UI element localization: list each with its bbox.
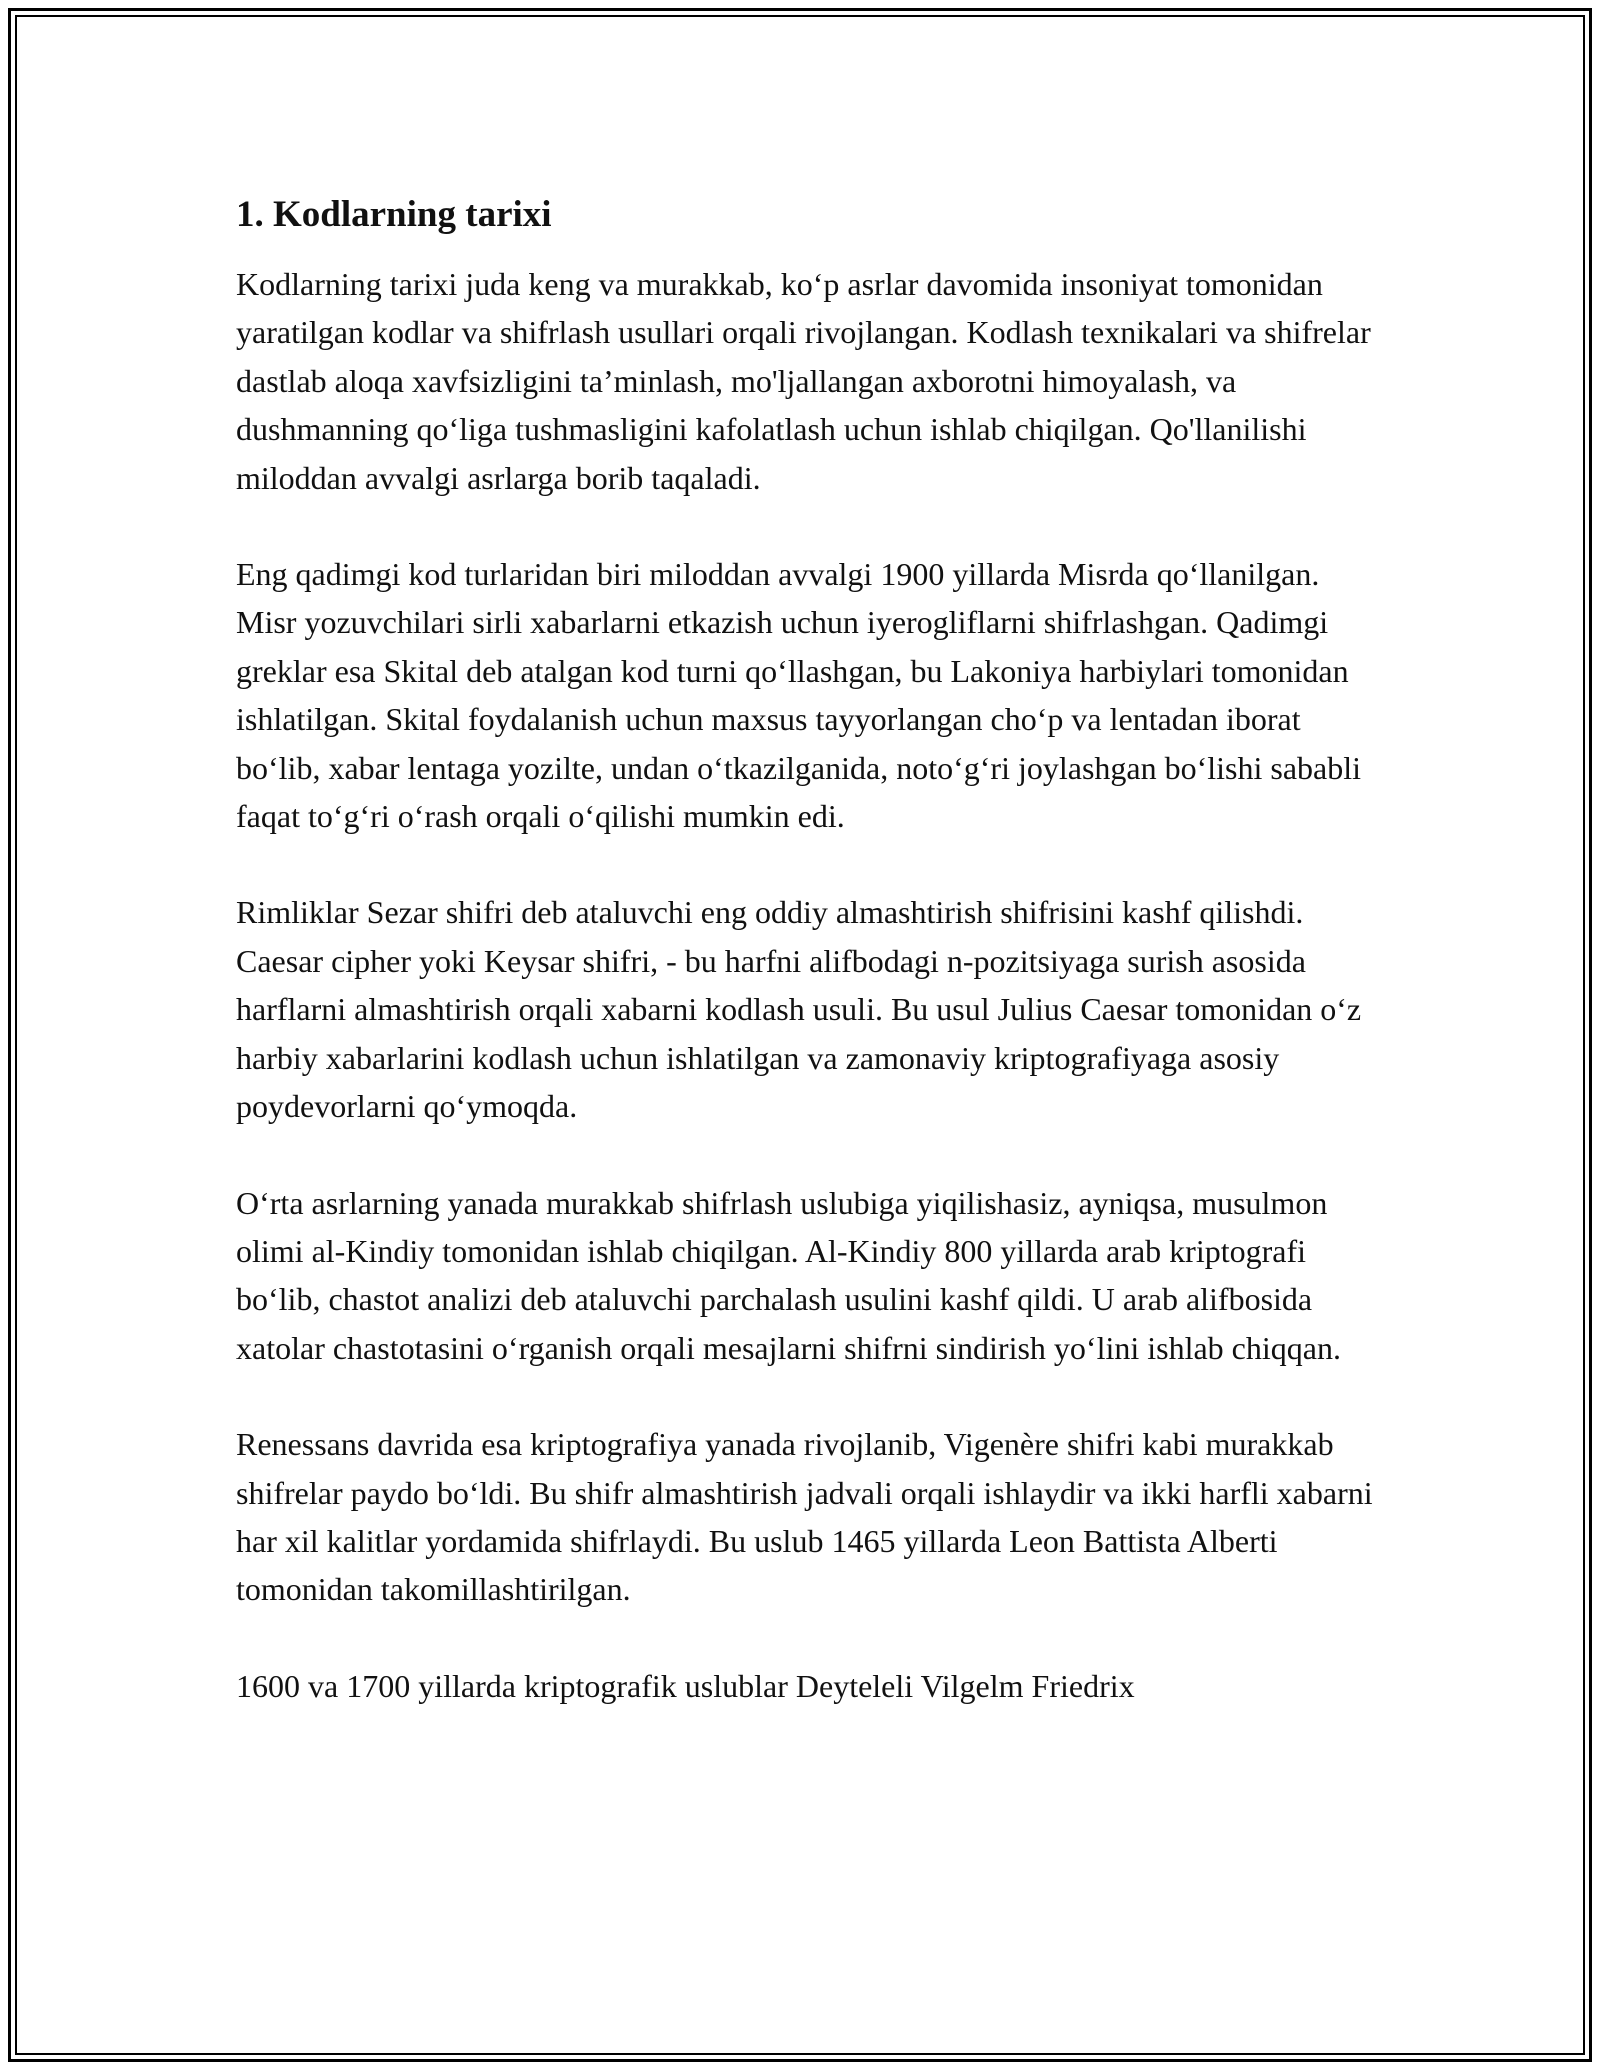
paragraph-egypt-greece: Eng qadimgi kod turlaridan biri miloddan avvalgi 1900 yillarda Misrda qo‘llanilgan. Misr yozuvchilari sirli xabarlarni etkazish uchun iyerogliflarni shifrlashgan. Qadimgi greklar esa Skital deb atalgan kod turni qo‘llashgan, bu Lakoniya harbiylari tomonidan ishlatilgan. Skital foydalanish uchun maxsus tayyorlangan cho‘p va lentadan iborat bo‘lib, xabar lentaga yozilte, undan o‘tkazilganida, noto‘g‘ri joylashgan bo‘lishi sababli faqat to‘g‘ri o‘rash orqali o‘qilishi mumkin edi.: [236, 556, 1362, 835]
paragraph-caesar-cipher: Rimliklar Sezar shifri deb ataluvchi eng oddiy almashtirish shifrisini kashf qilishdi. Caesar cipher yoki Keysar shifri, - bu harfni alifbodagi n-pozitsiyaga surish asosida harflarni almashtirish orqali xabarni kodlash usuli. Bu usul Julius Caesar tomonidan o‘z harbiy xabarlarini kodlash uchun ishlatilgan va zamonaviy kriptografiyaga asosiy poydevorlarni qo‘ymoqda.: [236, 894, 1362, 1125]
paragraph-renaissance: Renessans davrida esa kriptografiya yanada rivojlanib, Vigenère shifri kabi murakkab shifrelar paydo bo‘ldi. Bu shifr almashtirish jadvali orqali ishlaydir va ikki harfli xabarni har xil kalitlar yordamida shifrlaydi. Bu uslub 1465 yillarda Leon Battista Alberti tomonidan takomillashtirilgan.: [236, 1426, 1373, 1608]
paragraph-1600s: 1600 va 1700 yillarda kriptografik uslublar Deyteleli Vilgelm Friedrix: [236, 1667, 1135, 1704]
paragraph-al-kindi: O‘rta asrlarning yanada murakkab shifrlash uslubiga yiqilishasiz, ayniqsa, musulmon olimi al-Kindiy tomonidan ishlab chiqilgan. Al-Kindiy 800 yillarda arab kriptografi bo‘lib, chastot analizi deb ataluvchi parchalash usulini kashf qildi. U arab alifbosida xatolar chastotasini o‘rganish orqali mesajlarni shifrni sindirish yo‘lini ishlab chiqqan.: [236, 1184, 1341, 1366]
paragraph-intro: Kodlarning tarixi juda keng va murakkab, ko‘p asrlar davomida insoniyat tomonidan yaratilgan kodlar va shifrlash usullari orqali rivojlangan. Kodlash texnikalari va shifrelar dastlab aloqa xavfsizligini ta’minlash, mo'ljallangan axborotni himoyalash, va dushmanning qo‘liga tushmasligini kafolatlash uchun ishlab chiqilgan. Qo'llanilishi miloddan avvalgi asrlarga borib taqaladi.: [236, 266, 1371, 496]
document-body: [236, 186, 1376, 1710]
section-heading: 1. Kodlarning tarixi: [236, 194, 552, 235]
